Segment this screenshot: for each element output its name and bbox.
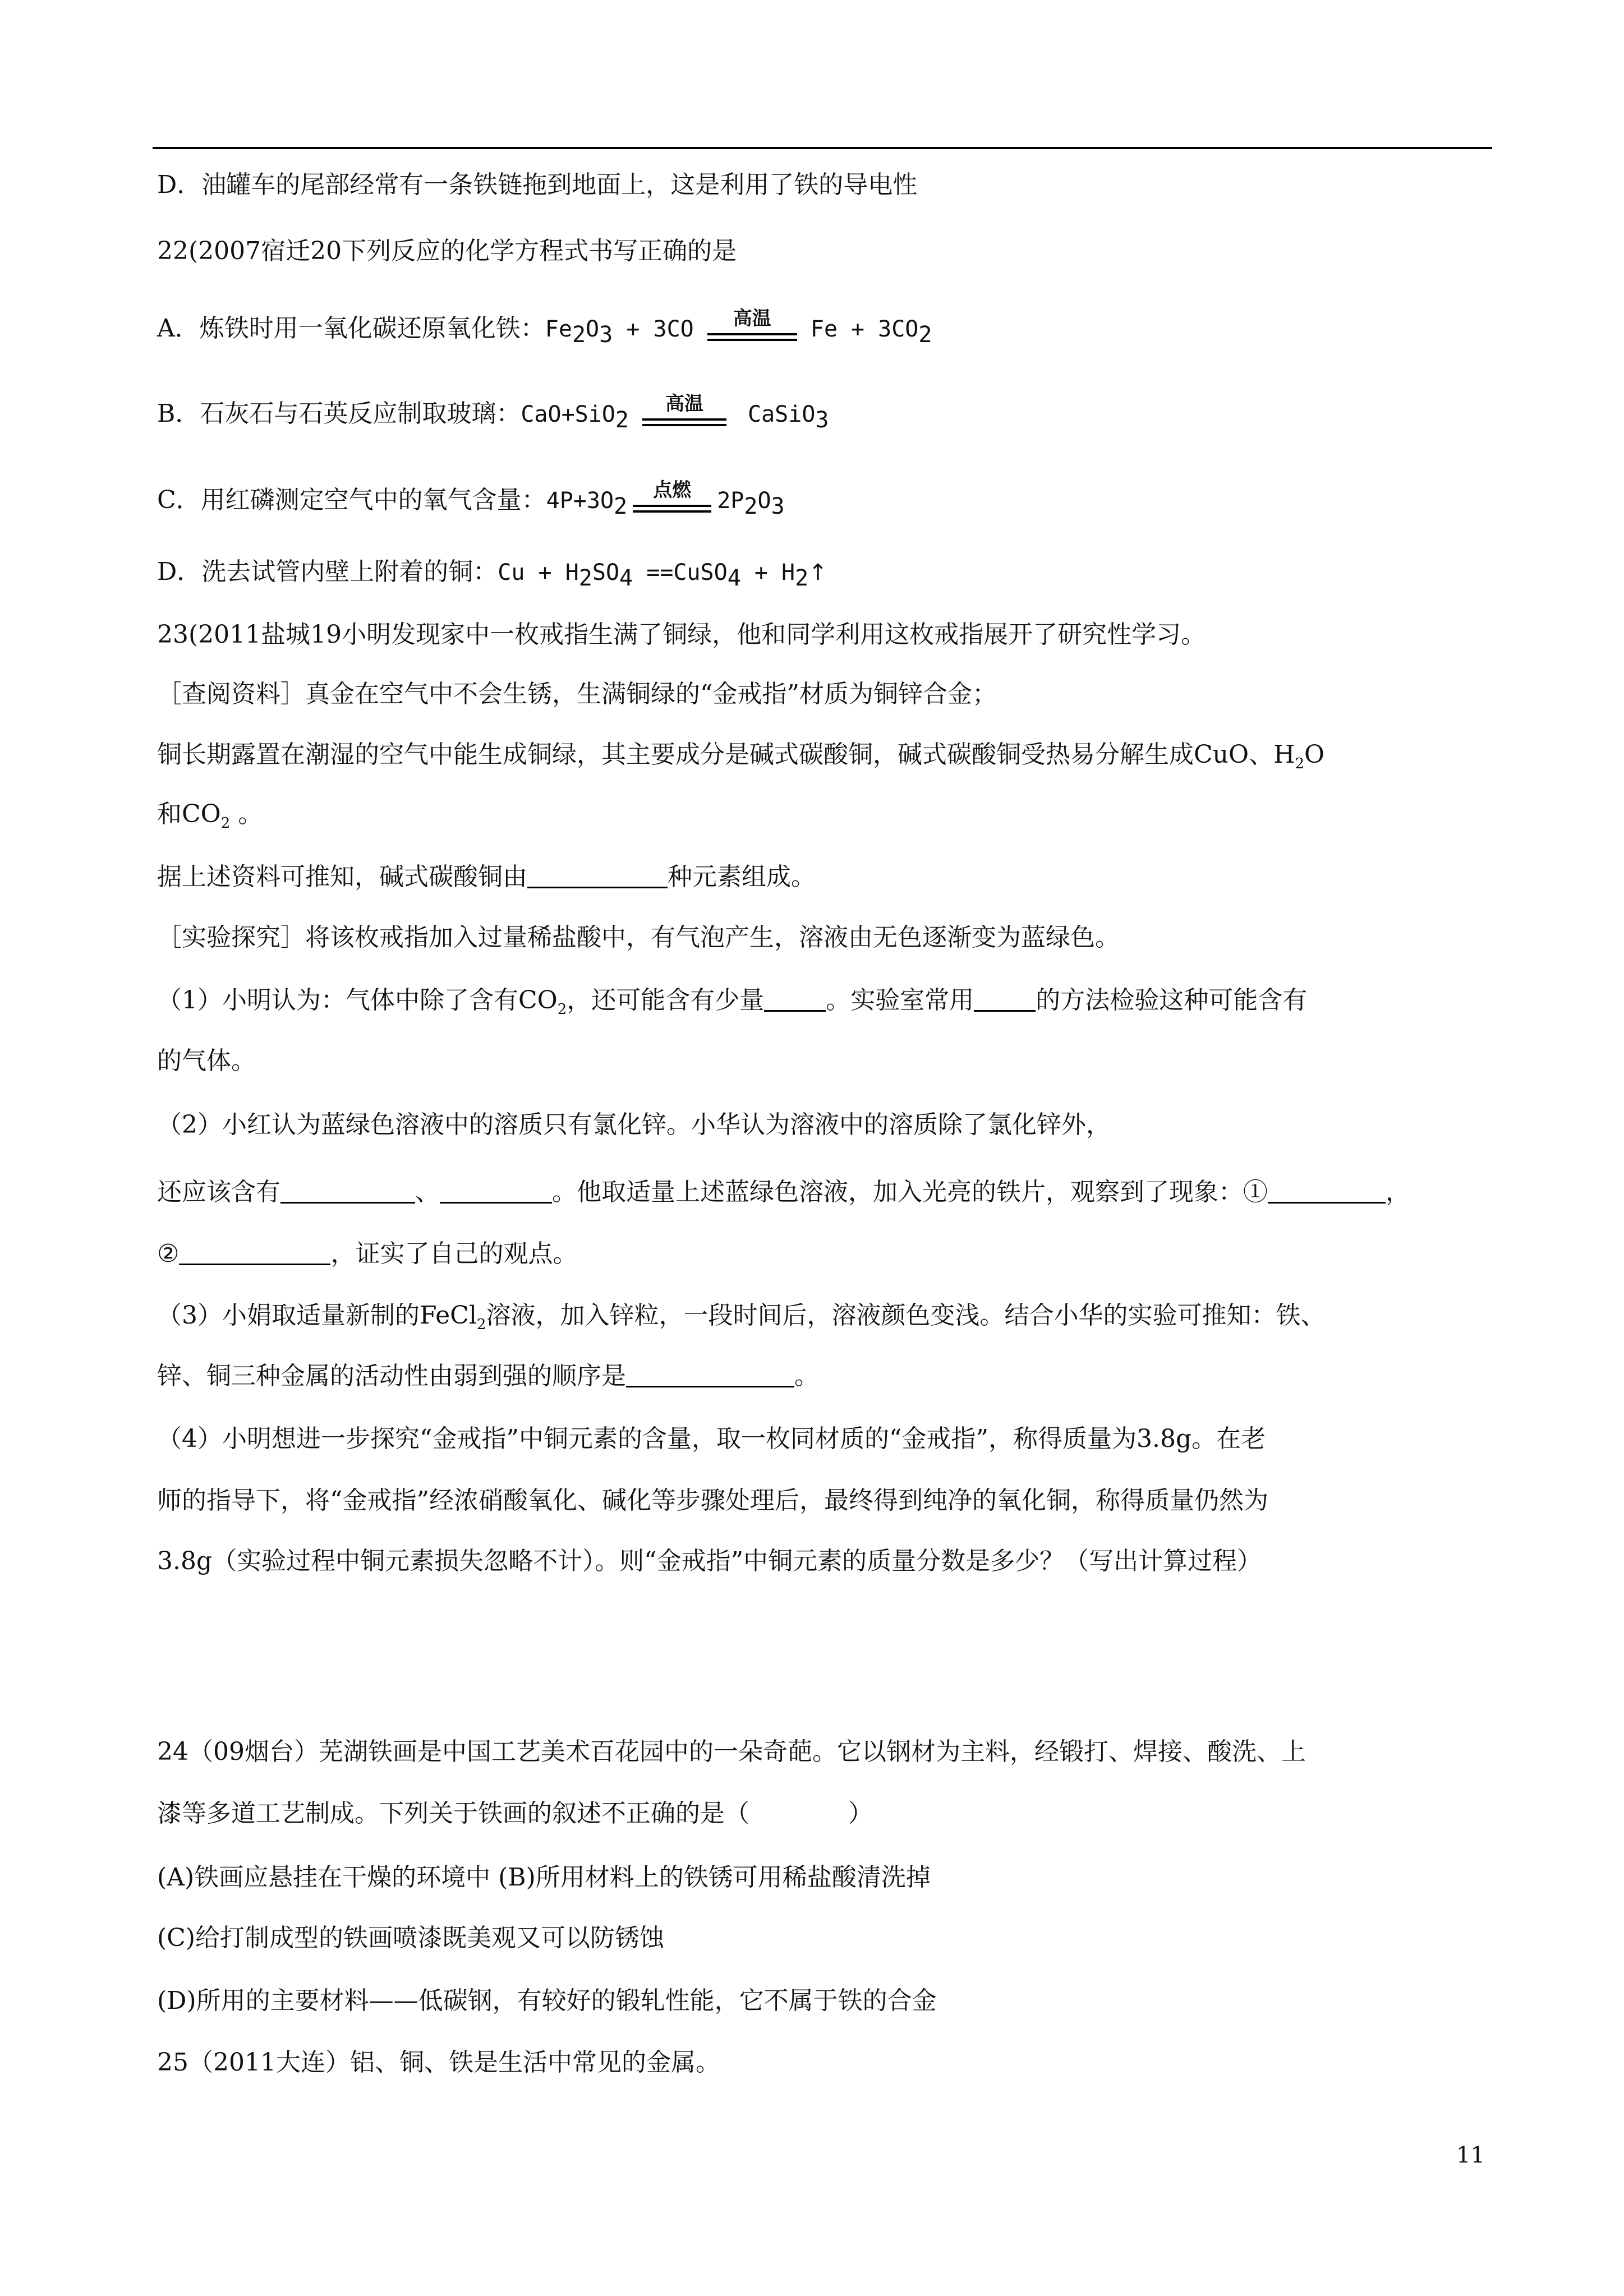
reference-text: [157, 797, 263, 831]
answer-blank[interactable]: [974, 985, 1036, 1012]
equation-part: + H: [740, 560, 795, 585]
answer-blank[interactable]: [626, 1361, 794, 1387]
text: 据上述资料可推知，碱式碳酸铜由: [157, 863, 527, 891]
subscript: 3: [599, 322, 613, 348]
option-text: D．洗去试管内壁上附着的铜：: [157, 557, 498, 586]
text: 。: [230, 800, 263, 828]
option-d-q24: (D)所用的主要材料——低碳钢，有较好的锻轧性能，它不属于铁的合金: [157, 1986, 937, 2015]
option-text: C．用红磷测定空气中的氧气含量：: [157, 486, 546, 514]
answer-blank[interactable]: [440, 1177, 552, 1204]
subscript: 2: [614, 494, 628, 519]
equation-part: + 3CO: [613, 316, 694, 342]
subscript: 2: [615, 407, 629, 433]
sub-question-2-cont: [157, 1175, 1410, 1209]
question-22: 22(2007宿迁20下列反应的化学方程式书写正确的是: [157, 237, 737, 265]
text: 锌、铜三种金属的活动性由弱到强的顺序是: [157, 1362, 626, 1390]
equation-part: Fe + 3CO: [810, 316, 919, 342]
fill-blank-elements: [157, 860, 816, 894]
text: ，: [1386, 1178, 1410, 1206]
text: 。: [794, 1362, 819, 1390]
subscript: 2: [476, 1316, 486, 1333]
answer-blank[interactable]: [764, 985, 826, 1012]
subscript: 4: [619, 565, 633, 591]
reaction-condition: [633, 479, 711, 513]
subscript: 2: [578, 565, 592, 591]
text: 。实验室常用: [826, 986, 974, 1015]
question-25: 25（2011大连）铝、铜、铁是生活中常见的金属。: [157, 2048, 720, 2077]
text: ，证实了自己的观点。: [330, 1239, 578, 1268]
text: 、: [415, 1178, 440, 1206]
subscript: 2: [744, 494, 758, 519]
text: O: [1304, 740, 1325, 769]
equation-part: Fe: [545, 316, 572, 342]
sub-question-1: [157, 984, 1307, 1017]
header-rule: [153, 147, 1492, 149]
option-d-q21: D．油罐车的尾部经常有一条铁链拖到地面上，这是利用了铁的导电性: [157, 170, 918, 199]
subscript: 4: [727, 565, 741, 591]
text: （1）小明认为：气体中除了含有CO: [157, 986, 558, 1015]
condition-label: 点燃: [653, 479, 692, 501]
subscript: 3: [815, 407, 829, 433]
answer-blank[interactable]: [280, 1177, 415, 1204]
sub-question-2-cont: [157, 1237, 577, 1271]
equation-part: CaSiO: [748, 402, 816, 427]
equation-part: ==CuSO: [633, 560, 728, 585]
option-c-q24: (C)给打制成型的铁画喷漆既美观又可以防锈蚀: [157, 1924, 664, 1952]
text: 的方法检验这种可能含有: [1036, 986, 1308, 1015]
question-24: 24（09烟台）芜湖铁画是中国工艺美术百花园中的一朵奇葩。它以钢材为主料，经锻打、焊接、酸洗、上: [157, 1737, 1306, 1766]
equation-part: O: [586, 316, 600, 342]
option-text: A．炼铁时用一氧化碳还原氧化铁：: [157, 314, 545, 343]
text: 铜长期露置在潮湿的空气中能生成铜绿，其主要成分是碱式碳酸铜，碱式碳酸铜受热易分解生成CuO、H: [157, 740, 1295, 769]
sub-question-3-cont: [157, 1359, 819, 1393]
option-a-q22: [157, 307, 932, 348]
text: （3）小娟取适量新制的FeCl: [157, 1301, 477, 1330]
subscript: 2: [572, 322, 586, 348]
condition-label: 高温: [733, 307, 771, 330]
question-24-cont: 漆等多道工艺制成。下列关于铁画的叙述不正确的是（ ）: [157, 1799, 873, 1828]
reference-text: [157, 738, 1324, 772]
answer-blank[interactable]: [1268, 1177, 1386, 1204]
equation-part: 2P: [717, 488, 744, 514]
answer-blank[interactable]: [527, 862, 668, 888]
text: 和CO: [157, 800, 221, 828]
question-23: 23(2011盐城19小明发现家中一枚戒指生满了铜绿，他和同学利用这枚戒指展开了研究性学习。: [157, 620, 1206, 649]
sub-question-4: （4）小明想进一步探究“金戒指”中铜元素的含量，取一枚同材质的“金戒指”，称得质量为3.8g。在老: [157, 1424, 1266, 1453]
sub-question-4-cont: 3.8g（实验过程中铜元素损失忽略不计）。则“金戒指”中铜元素的质量分数是多少？（写出计算过程）: [157, 1547, 1262, 1575]
equation-part: O: [757, 488, 771, 514]
subscript: 2: [918, 322, 932, 348]
subscript: 2: [1295, 755, 1304, 772]
option-text: B．石灰石与石英反应制取玻璃：: [157, 399, 521, 428]
option-b-q22: [157, 393, 829, 433]
subscript: 2: [220, 815, 231, 832]
gas-arrow-icon: ↑: [808, 560, 827, 585]
experiment-intro: ［实验探究］将该枚戒指加入过量稀盐酸中，有气泡产生，溶液由无色逐渐变为蓝绿色。: [157, 923, 1120, 952]
answer-blank[interactable]: [179, 1239, 330, 1265]
text: ②: [157, 1239, 180, 1268]
text: 。他取适量上述蓝绿色溶液，加入光亮的铁片，观察到了现象：①: [552, 1178, 1268, 1206]
equation-part: SO: [592, 560, 620, 585]
subscript: 3: [771, 494, 785, 519]
text: ，还可能含有少量: [567, 986, 765, 1015]
sub-question-3: [157, 1299, 1325, 1333]
option-ab-q24: (A)铁画应悬挂在干燥的环境中 (B)所用材料上的铁锈可用稀盐酸清洗掉: [157, 1863, 931, 1892]
reference-material: ［查阅资料］真金在空气中不会生锈，生满铜绿的“金戒指”材质为铜锌合金；: [157, 680, 997, 708]
condition-label: 高温: [665, 393, 704, 415]
subscript: 2: [795, 565, 809, 591]
reaction-condition: [642, 393, 726, 426]
text: 溶液，加入锌粒，一段时间后，溶液颜色变浅。结合小华的实验可推知：铁、: [486, 1301, 1326, 1330]
sub-question-2: （2）小红认为蓝绿色溶液中的溶质只有氯化锌。小华认为溶液中的溶质除了氯化锌外，: [157, 1110, 1111, 1139]
reaction-condition: [707, 307, 797, 341]
equation-part: 4P+3O: [546, 488, 614, 514]
equation-part: CaO+SiO: [521, 402, 615, 427]
subscript: 2: [557, 1001, 567, 1018]
page-number: 11: [1456, 2142, 1485, 2168]
option-c-q22: [157, 479, 785, 519]
sub-question-1-cont: 的气体。: [157, 1046, 256, 1075]
text: 还应该含有: [157, 1178, 280, 1206]
sub-question-4-cont: 师的指导下，将“金戒指”经浓硝酸氧化、碱化等步骤处理后，最终得到纯净的氧化铜，称得质量仍然为: [157, 1486, 1268, 1515]
option-d-q22: [157, 555, 827, 589]
equation-part: Cu + H: [498, 560, 579, 585]
text: 种元素组成。: [668, 863, 816, 891]
